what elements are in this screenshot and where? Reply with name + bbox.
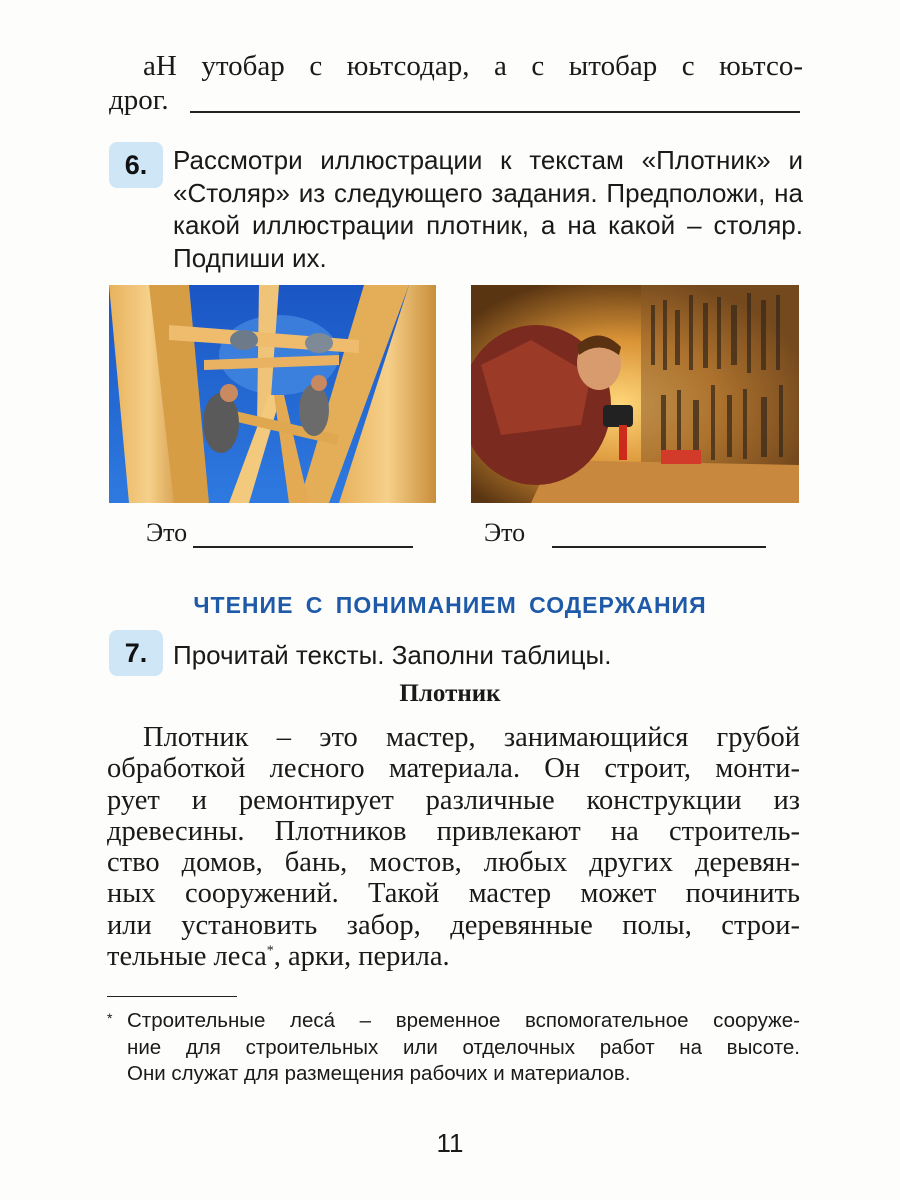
caption-right-label: Это [484, 518, 526, 547]
text-line: обработкой лесного материала. Он строит, монти- [107, 753, 800, 785]
reversed-word: с [531, 50, 545, 82]
roof-framing-photo [109, 285, 436, 503]
reversed-word: утобар [201, 50, 285, 82]
answer-line-left[interactable] [193, 546, 413, 548]
workshop-photo [471, 285, 799, 503]
task-6-instruction: Рассмотри иллюстрации к текстам «Плотник» и «Столяр» из следующего задания. Предположи, на какой иллюстрации плотник, а на какой – столяр. Подпиши их. [173, 145, 803, 273]
reading-text [107, 722, 800, 972]
text-line-start: тельные леса [107, 941, 267, 973]
answer-line[interactable] [190, 111, 800, 113]
footnote-star: * [107, 1010, 113, 1026]
reversed-text-line-2: дрог. [109, 84, 169, 116]
page-number: 11 [436, 1128, 464, 1158]
footnote [107, 1008, 800, 1088]
reversed-word: с [309, 50, 323, 82]
section-heading: ЧТЕНИЕ С ПОНИМАНИЕМ СОДЕРЖАНИЯ [193, 592, 707, 618]
text-line: рует и ремонтирует различные конструкции из [107, 784, 800, 816]
text-title: Плотник [399, 680, 501, 707]
text-line-end: , арки, перила. [273, 941, 450, 973]
reversed-word: ытобар [568, 50, 658, 82]
text-line: или установить забор, деревянные полы, строи- [107, 909, 800, 941]
footnote-marker: * [266, 943, 274, 959]
reversed-word: а [493, 50, 507, 82]
text-line-last [107, 941, 800, 972]
caption-left-label: Это [146, 518, 188, 547]
text-line: ных сооружений. Такой мастер может починить [107, 878, 800, 910]
text-line: древесины. Плотников привлекают на строитель- [107, 815, 800, 847]
footnote-line: Они служат для размещения рабочих и материалов. [127, 1062, 631, 1085]
answer-line-right[interactable] [552, 546, 766, 548]
reversed-text-line-1 [143, 50, 803, 83]
footnote-line: Строительные леса́ – временное вспомогательное сооруже- [127, 1009, 800, 1032]
reversed-word: с [681, 50, 695, 82]
reversed-word: юьтсо- [719, 50, 803, 82]
task-6-number-badge: 6. [109, 142, 163, 188]
footnote-divider [107, 996, 237, 997]
text-line: Плотник – это мастер, занимающийся грубой [143, 722, 800, 753]
text-line: ство домов, бань, мостов, любых других деревян- [107, 847, 800, 879]
footnote-line: ние для строительных или отделочных работ на высоте. [127, 1035, 800, 1059]
reversed-word: аН [143, 50, 177, 82]
task-7-number-badge: 7. [109, 630, 163, 676]
reversed-word: юьтсодар, [346, 50, 470, 82]
task-7-instruction: Прочитай тексты. Заполни таблицы. [173, 640, 612, 670]
